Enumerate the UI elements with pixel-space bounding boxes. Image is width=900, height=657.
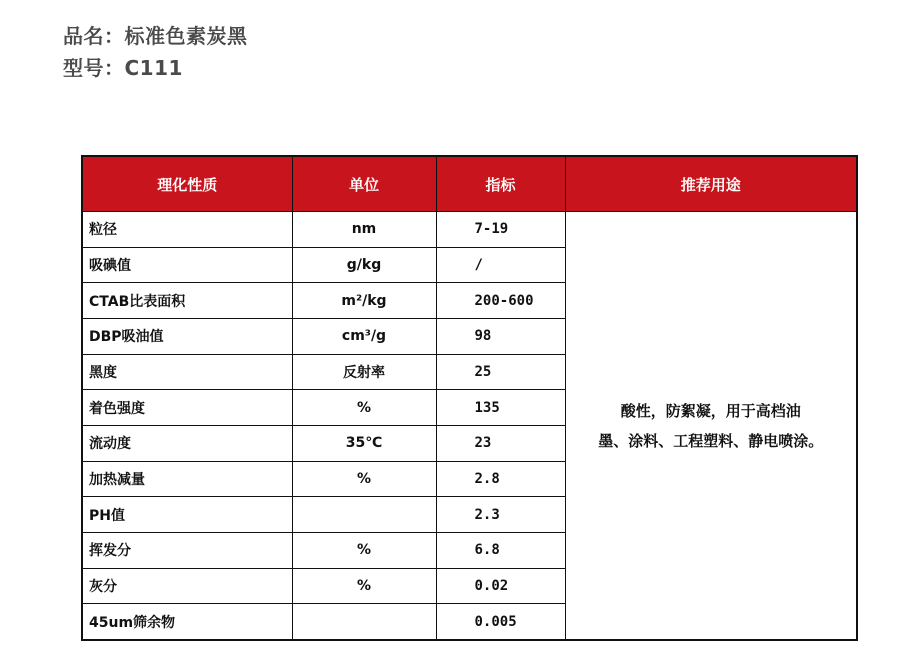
unit-cell: 反射率	[292, 354, 436, 390]
property-cell: 45um筛余物	[82, 604, 292, 640]
property-cell: 黑度	[82, 354, 292, 390]
property-cell: 加热减量	[82, 461, 292, 497]
value-cell: 25	[436, 354, 565, 390]
unit-cell: %	[292, 568, 436, 604]
usage-line: 酸性，防絮凝，用于高档油	[620, 401, 801, 420]
property-cell: 流动度	[82, 425, 292, 461]
unit-cell: %	[292, 461, 436, 497]
value-cell: 2.3	[436, 497, 565, 533]
value-cell: 200-600	[436, 283, 565, 319]
value-cell: 0.02	[436, 568, 565, 604]
value-cell: 2.8	[436, 461, 565, 497]
header-property: 理化性质	[82, 156, 292, 212]
usage-line: 墨、涂料、工程塑料、静电喷涂。	[598, 431, 824, 450]
property-cell: 灰分	[82, 568, 292, 604]
table-header-row	[82, 156, 857, 212]
table-row	[82, 212, 857, 248]
product-model: 型号：C111	[63, 56, 183, 80]
property-cell: 吸碘值	[82, 247, 292, 283]
value-cell: 7-19	[436, 212, 565, 248]
value-cell: 135	[436, 390, 565, 426]
property-cell: DBP吸油值	[82, 318, 292, 354]
unit-cell: 35℃	[292, 425, 436, 461]
property-cell: PH值	[82, 497, 292, 533]
usage-cell	[565, 212, 857, 641]
product-name: 品名：标准色素炭黑	[63, 24, 248, 48]
unit-cell: %	[292, 532, 436, 568]
property-cell: 粒径	[82, 212, 292, 248]
value-cell: 6.8	[436, 532, 565, 568]
spec-table	[81, 155, 858, 641]
value-cell: /	[436, 247, 565, 283]
property-cell: 着色强度	[82, 390, 292, 426]
header-usage: 推荐用途	[565, 156, 857, 212]
property-cell: 挥发分	[82, 532, 292, 568]
unit-cell: %	[292, 390, 436, 426]
unit-cell	[292, 604, 436, 640]
property-cell: CTAB比表面积	[82, 283, 292, 319]
value-cell: 98	[436, 318, 565, 354]
unit-cell: g/kg	[292, 247, 436, 283]
header-unit: 单位	[292, 156, 436, 212]
unit-cell: m²/kg	[292, 283, 436, 319]
unit-cell: cm³/g	[292, 318, 436, 354]
unit-cell: nm	[292, 212, 436, 248]
unit-cell	[292, 497, 436, 533]
value-cell: 23	[436, 425, 565, 461]
value-cell: 0.005	[436, 604, 565, 640]
header-value: 指标	[436, 156, 565, 212]
